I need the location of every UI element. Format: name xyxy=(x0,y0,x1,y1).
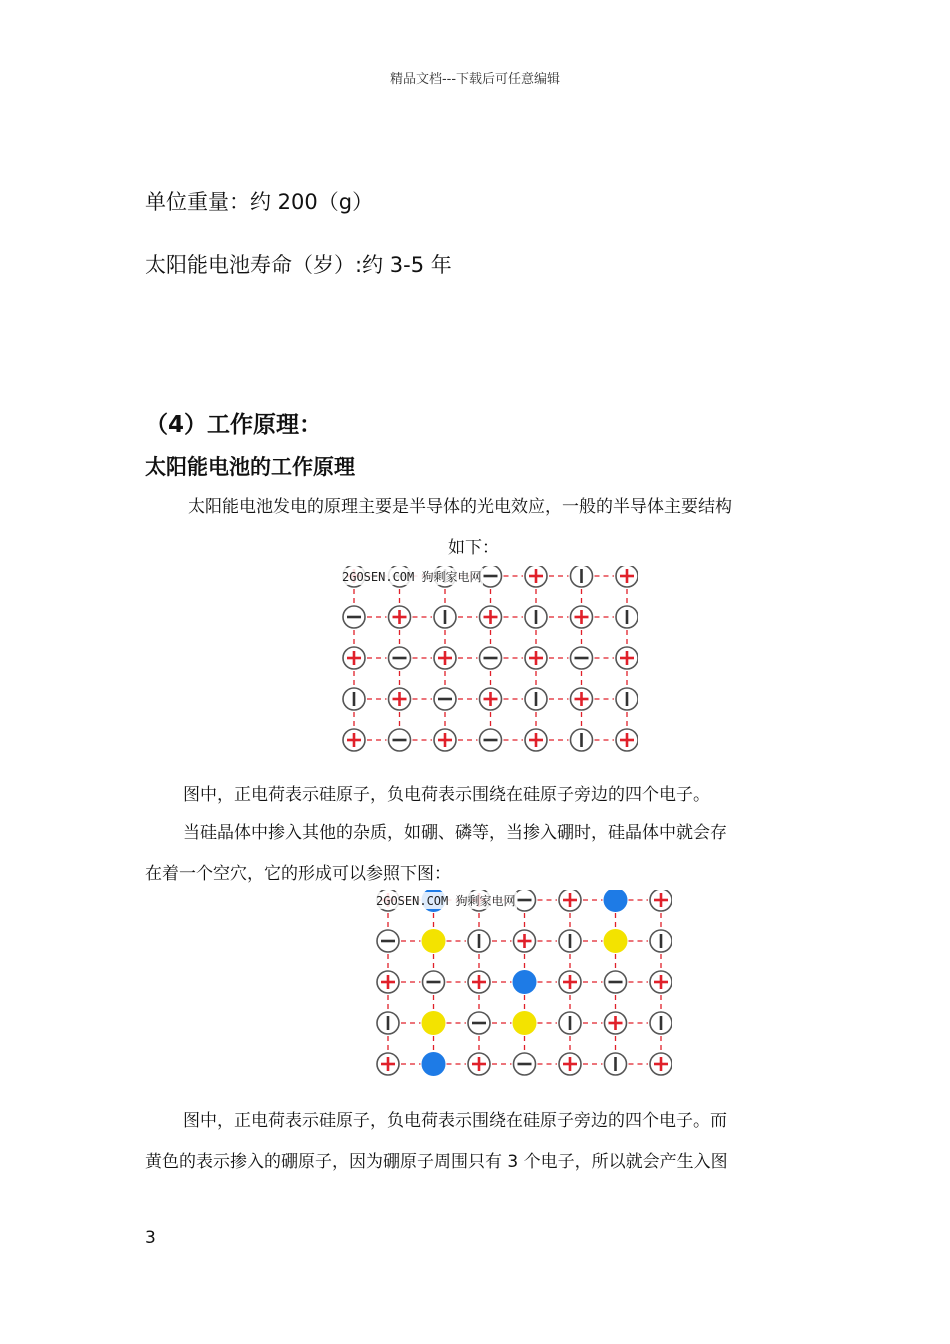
doped-lattice-diagram xyxy=(372,890,672,1080)
unit-weight-text: 单位重量：约 200（g） xyxy=(145,190,374,214)
boron-atom xyxy=(513,1011,537,1035)
lattice-figure xyxy=(338,566,638,756)
figure-watermark: 2GOSEN.COM 狗剩家电网 xyxy=(376,894,516,908)
paragraph-1: 图中，正电荷表示硅原子，负电荷表示围绕在硅原子旁边的四个电子。 xyxy=(183,785,710,805)
doped-lattice-figure xyxy=(372,890,672,1080)
hole-dot xyxy=(513,970,537,994)
boron-atom xyxy=(422,929,446,953)
boron-atom xyxy=(422,1011,446,1035)
boron-atom xyxy=(604,929,628,953)
hole-dot xyxy=(604,890,628,912)
page-number: 3 xyxy=(145,1228,156,1248)
paragraph-3-line-1: 图中，正电荷表示硅原子，负电荷表示围绕在硅原子旁边的四个电子。而 xyxy=(183,1111,727,1131)
paragraph-2-line-2: 在着一个空穴，它的形成可以参照下图： xyxy=(145,864,451,884)
section-subheading: 太阳能电池的工作原理 xyxy=(145,455,355,479)
page-header: 精品文档---下载后可任意编辑 xyxy=(389,72,561,87)
lattice-diagram xyxy=(338,566,638,756)
lifespan-text: 太阳能电池寿命（岁）:约 3-5 年 xyxy=(145,253,452,277)
intro-line-1: 太阳能电池发电的原理主要是半导体的光电效应，一般的半导体主要结构 xyxy=(188,497,732,517)
paragraph-2-line-1: 当硅晶体中掺入其他的杂质，如硼、磷等，当掺入硼时，硅晶体中就会存 xyxy=(183,823,727,843)
paragraph-3-line-2: 黄色的表示掺入的硼原子，因为硼原子周围只有 3 个电子，所以就会产生入图 xyxy=(145,1152,728,1172)
figure-watermark: 2GOSEN.COM 狗剩家电网 xyxy=(342,570,482,584)
section-heading: （4）工作原理： xyxy=(145,412,323,438)
hole-dot xyxy=(422,1052,446,1076)
intro-line-2: 如下： xyxy=(448,538,499,558)
